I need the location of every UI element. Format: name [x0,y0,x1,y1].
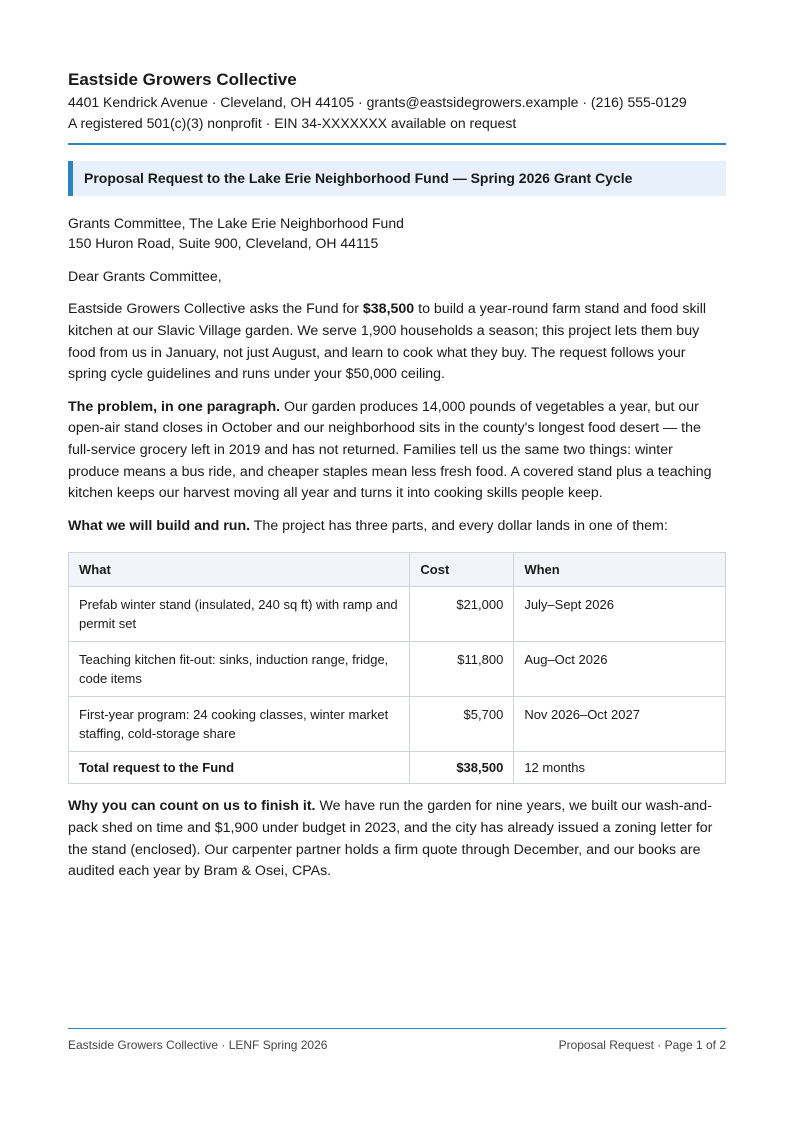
cell-when: July–Sept 2026 [514,587,726,642]
cell-cost: $21,000 [410,587,514,642]
cell-what: First-year program: 24 cooking classes, winter market staffing, cold-storage share [69,697,410,752]
column-header-what: What [69,553,410,587]
table-row [69,642,726,697]
request-amount: $38,500 [362,301,415,318]
trust-heading: Why you can count on us to finish it. [68,798,316,815]
org-name: Eastside Growers Collective [68,70,297,89]
problem-paragraph [68,397,726,506]
cell-when: Nov 2026–Oct 2027 [514,697,726,752]
trust-paragraph [68,796,726,883]
salutation: Dear Grants Committee, [68,269,222,285]
cell-cost: $5,700 [410,697,514,752]
letter-page [68,68,726,883]
contact-line: 4401 Kendrick Avenue · Cleveland, OH 44105 · grants@eastsidegrowers.example · (216) 555-0129 [68,94,687,110]
column-header-cost: Cost [410,553,514,587]
recipient-line-2: 150 Huron Road, Suite 900, Cleveland, OH 44115 [68,235,379,251]
recipient-line-1: Grants Committee, The Lake Erie Neighborhood Fund [68,215,404,231]
footer-page-number: Proposal Request · Page 1 of 2 [558,1038,726,1052]
table-row [69,697,726,752]
cell-cost: $11,800 [410,642,514,697]
table-row [69,587,726,642]
cell-what: Teaching kitchen fit-out: sinks, induction range, fridge, code items [69,642,410,697]
subject-banner: Proposal Request to the Lake Erie Neighborhood Fund — Spring 2026 Grant Cycle [68,161,726,196]
trust-text: We have run the garden for nine years, we built our wash-and-pack shed on time and $1,900 under budget in 2023, and the city has already issued a zoning letter for the stand (enclosed). Our carpenter partner holds a firm quote through December, and our books are audited each year by Bram & Osei, CPAs. [68,798,713,880]
footer-left: Eastside Growers Collective · LENF Spring 2026 [68,1038,328,1052]
plan-text: The project has three parts, and every dollar lands in one of them: [250,517,668,534]
total-duration: 12 months [514,752,726,784]
table-total-row [69,752,726,784]
recipient-address [68,213,726,253]
column-header-when: When [514,553,726,587]
plan-paragraph [68,516,726,538]
problem-text: Our garden produces 14,000 pounds of vegetables a year, but our open-air stand closes in October and our neighborhood sits in the county's longest food desert — the full-service grocery left in 2019 and has not returned. Families tell us the same two things: winter produce means a bus ride, and cheaper staples mean less fresh food. A covered stand plus a teaching kitchen keeps our harvest moving all year and turns it into cooking skills people keep. [68,398,712,502]
total-label: Total request to the Fund [69,752,410,784]
intro-paragraph [68,299,726,386]
cell-what: Prefab winter stand (insulated, 240 sq ft) with ramp and permit set [69,587,410,642]
budget-table [68,552,726,784]
total-cost: $38,500 [410,752,514,784]
cell-when: Aug–Oct 2026 [514,642,726,697]
plan-heading: What we will build and run. [68,517,251,534]
intro-text-end: to build a year-round farm stand and food skill kitchen at our Slavic Village garden. We serve 1,900 households a season; this project lets them buy food from us in January, not just August, and learn to cook what they buy. The request follows your spring cycle guidelines and runs under your $50,000 ceiling. [68,301,706,383]
intro-text-start: Eastside Growers Collective asks the Fund for [68,301,363,318]
table-header-row [69,553,726,587]
header-rule [68,143,726,145]
problem-heading: The problem, in one paragraph. [68,398,281,415]
page-footer [68,1028,726,1052]
nonprofit-status-line: A registered 501(c)(3) nonprofit · EIN 34-XXXXXXX available on request [68,115,517,131]
